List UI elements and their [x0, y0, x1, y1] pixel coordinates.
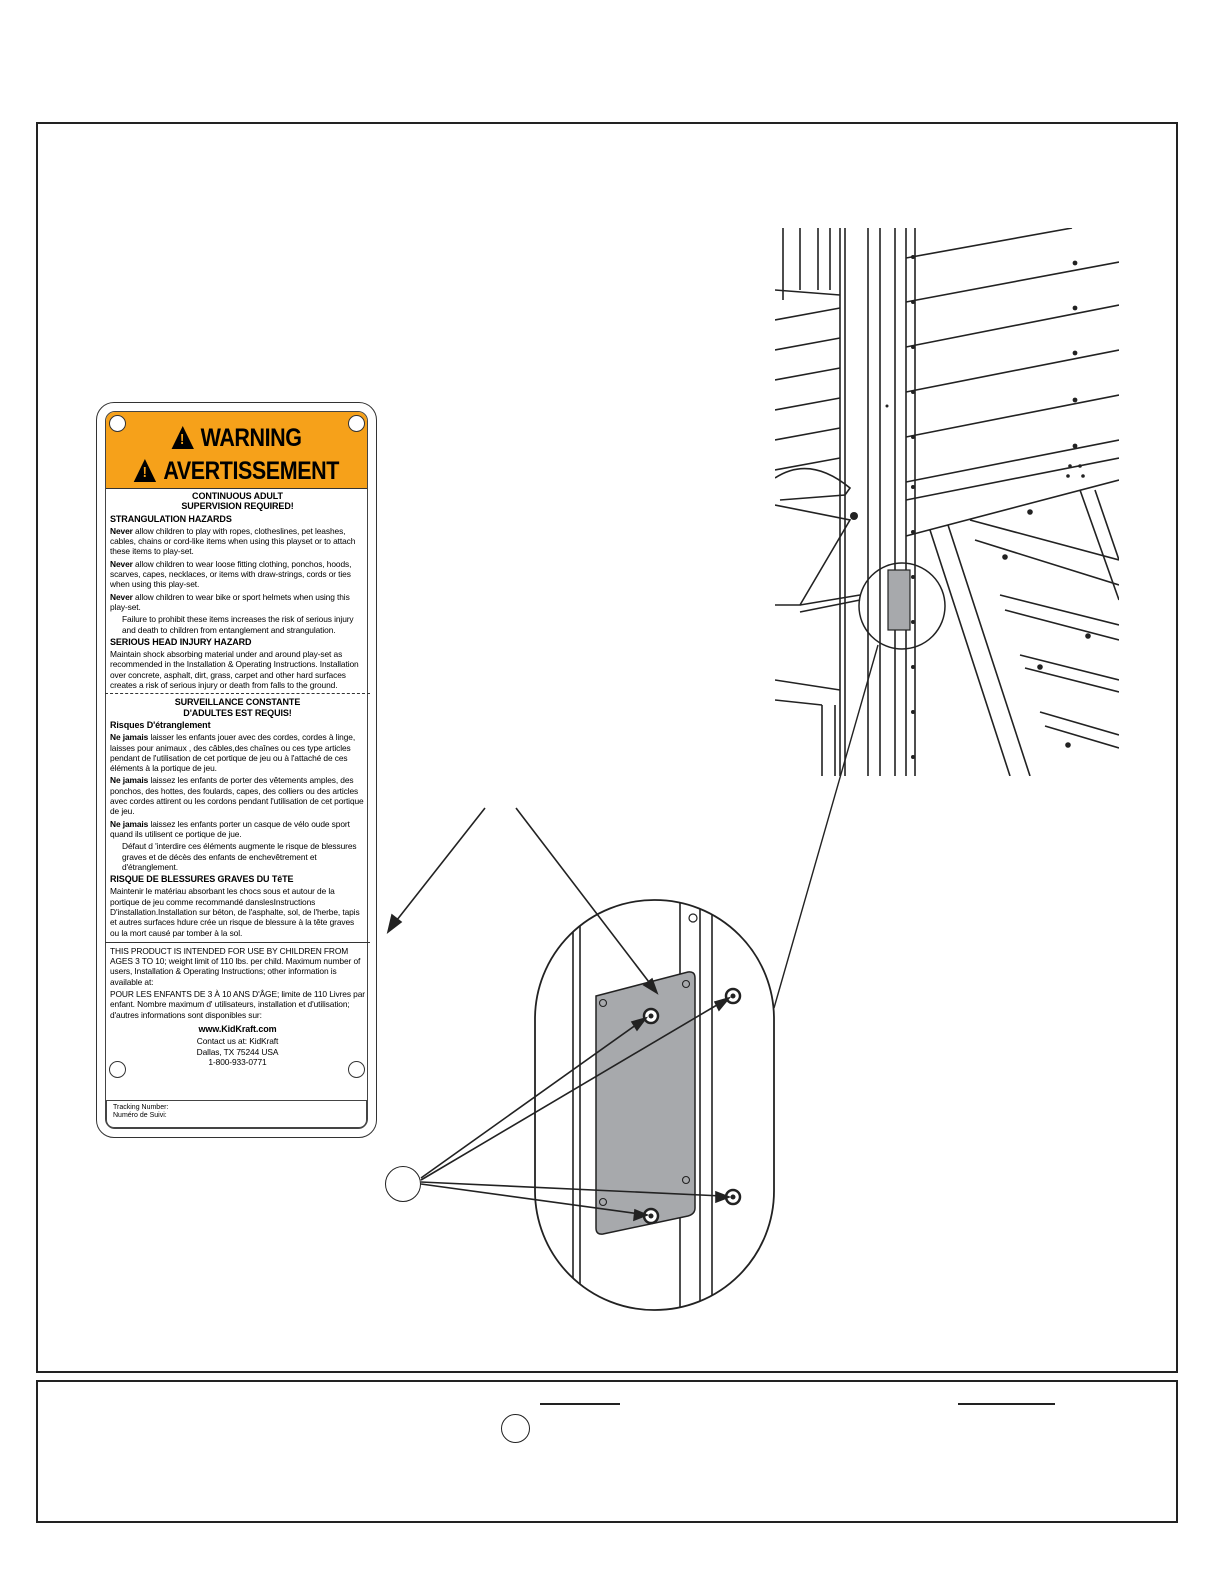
contact-line: 1-800-933-0771	[208, 1056, 267, 1067]
warning-paragraph: Maintenir le matériau absorbant les chocs sous et autour de la portique de jeu comme recommandé danslesInstructions D'installation.Installation sur béton, de l'asphalte, sol, de l'herbe, tapis et autres surfaces hdure crée un risque de blessure à la tête graves ou la mort causé par tomber à la sol.	[110, 886, 360, 938]
fr-strangulation-heading: Risques D'étranglement	[110, 719, 211, 730]
warning-paragraph: Ne jamais laisser les enfants jouer avec des cordes, cordes à linge, laisses pour animaux , des câbles,des chaînes ou ces type articles pendant de l'utilisation de cet portique de jeu ou à l'attaché de ces éléments à la portique de jeu.	[110, 732, 356, 774]
warning-paragraph: Ne jamais laissez les enfants de porter des vêtements amples, des ponchos, des hottes, des foulards, capes, des colliers ou des articles avec cordes attirent ou les cordons pendant l'utilisation de cet portique de jeu.	[110, 775, 364, 817]
warning-paragraph: Failure to prohibit these items increases the risk of serious injury and death to children from entanglement and strangulation.	[122, 614, 354, 635]
contact-line: Contact us at: KidKraft	[196, 1036, 279, 1047]
warning-triangle-icon	[134, 459, 156, 482]
warning-paragraph: Maintain shock absorbing material under and around play-set as recommended in the Installation & Operating Instructions. Installation over concrete, asphalt, dirt, grass, carpet and other hard surfaces creates a risk of serious injury or death from falls to the ground.	[110, 649, 359, 691]
mounting-hole	[348, 415, 365, 432]
head-injury-heading: SERIOUS HEAD INJURY HAZARD	[110, 636, 252, 647]
tracking-label-fr: Numéro de Suivi:	[113, 1112, 167, 1119]
warning-triangle-icon	[171, 426, 193, 449]
dashed-divider	[105, 693, 370, 694]
warning-paragraph: Ne jamais laissez les enfants porter un casque de vélo oude sport quand ils utilisent ce portique de jue.	[110, 818, 350, 839]
warning-paragraph: Never allow children to wear bike or sport helmets when using this play-set.	[110, 591, 350, 612]
warning-paragraph: Never allow children to play with ropes, clotheslines, pet leashes, cables, chains or cord-like items when using this playset or to attach these items to play-set.	[110, 525, 356, 557]
strangulation-heading: STRANGULATION HAZARDS	[110, 513, 232, 524]
tracking-label: Tracking Number:	[113, 1104, 169, 1111]
warning-header	[106, 412, 367, 489]
intended-use-fr: POUR LES ENFANTS DE 3 À 10 ANS D'ÂGE; limite de 110 Livres par enfant. Nombre maximum d' utilisateurs, installation et d'utilisation; d'autres informations sont disponibles sur:	[110, 989, 365, 1020]
website: www.KidKraft.com	[198, 1023, 277, 1034]
warning-paragraph: Never allow children to wear loose fitting clothing, ponchos, hoods, scarves, capes, necklaces, or items with draw-strings, cords or ties when using this play-set.	[110, 558, 352, 590]
label-plate-small	[888, 570, 910, 630]
warning-paragraph: Défaut d 'interdire ces éléments augmente le risque de blessures graves et de décès des enfants de enchevêtrement et d'étranglement.	[122, 841, 357, 872]
part-callout-circle	[385, 1166, 421, 1202]
warning-title: WARNING	[200, 424, 302, 452]
avertissement-title: AVERTISSEMENT	[163, 457, 339, 485]
fr-head-injury-heading: RISQUE DE BLESSURES GRAVES DU TêTE	[110, 874, 294, 885]
fr-title: SURVEILLANCE CONSTANTE D'ADULTES EST REQUIS!	[174, 697, 301, 718]
intended-use-en: THIS PRODUCT IS INTENDED FOR USE BY CHILDREN FROM AGES 3 TO 10; weight limit of 110 lbs. per child. Maximum number of users, Installation & Operating Instructions; other information is available at:	[110, 945, 361, 987]
bolt-dots	[850, 255, 1091, 759]
playset-overview	[775, 228, 1119, 776]
en-title: CONTINUOUS ADULT SUPERVISION REQUIRED!	[181, 491, 294, 512]
zoom-detail	[535, 900, 774, 1310]
contact-line: Dallas, TX 75244 USA	[196, 1046, 279, 1057]
solid-divider	[105, 942, 370, 943]
mounting-hole	[109, 415, 126, 432]
warning-label	[96, 402, 377, 1138]
label-body	[110, 491, 365, 1067]
tracking-number-box	[106, 1100, 367, 1128]
